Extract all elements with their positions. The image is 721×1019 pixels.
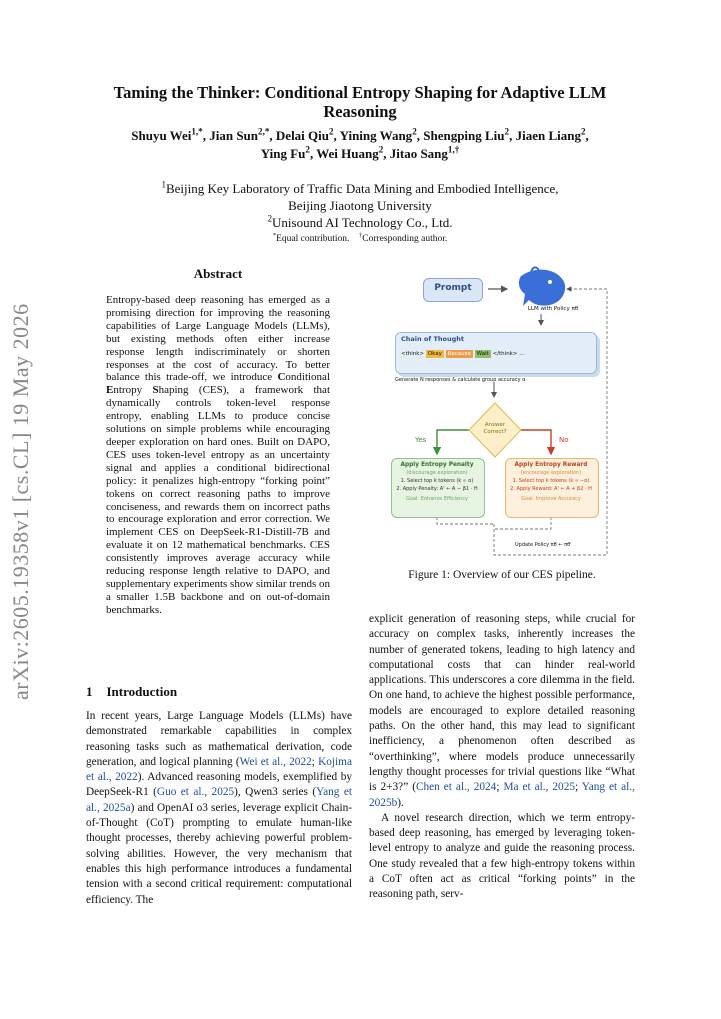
cot-tokens: <think> Okay Because Wait </think> ... bbox=[401, 351, 525, 357]
no-label: No bbox=[559, 436, 569, 444]
affiliations bbox=[90, 180, 630, 248]
update-label: Update Policy πθ ← πθ' bbox=[515, 542, 572, 548]
deepseek-whale-icon bbox=[519, 267, 565, 306]
citation-yang-a[interactable]: Yang et al., 2025a bbox=[86, 786, 352, 814]
citation-kojima[interactable]: Kojima et al., 2022 bbox=[86, 755, 352, 784]
prompt-label: Prompt bbox=[434, 283, 472, 293]
token-okay: Okay bbox=[427, 351, 442, 357]
affiliation-2: $^2$Unisound AI Technology Co., Ltd. bbox=[267, 213, 453, 230]
abstract-body: Entropy-based deep reasoning has emerged as a promising direction for improving the reasoning capabilities of Large Language Models (LLMs), but existing methods often either increase response length indiscriminately or shorten responses at the cost of accuracy. To better balance this trade-off, we introduce Conditional Entropy Shaping (CES), a framework that dynamically controls token-level response entropy, enabling LLMs to produce concise solutions on simple problems while encouraging deeper exploration on hard ones. Built on DAPO, CES uses token-level entropy as an uncertainty signal and applies a conditional bidirectional policy: it penalizes high-entropy “forking point” tokens on correct reasoning paths to improve conciseness, and rewards them on incorrect paths to encourage exploration and error correction. We implement CES on DeepSeek-R1-Distill-7B and evaluate it on 12 mathematical benchmarks. CES consistently improves average accuracy while reducing response length relative to DAPO, and supplementary experiments show similar trends on a smaller 1.5B backbone and on out-of-domain benchmarks. bbox=[106, 294, 330, 616]
citation-chen[interactable]: Chen et al., 2024 bbox=[415, 781, 497, 794]
authors-line-1: Shuyu Wei$^{1,*}$, Jian Sun$^{2,*}$, Delai Qiu$^2$, Yining Wang$^2$, Shengping Liu$^2$, Jiaen Liang$^2$, bbox=[131, 126, 589, 143]
affiliation-1-cont: Beijing Jiaotong University bbox=[288, 198, 432, 213]
author-notes: *Equal contribution. †Corresponding author. bbox=[272, 231, 448, 244]
authors-line-2: Ying Fu$^2$, Wei Huang$^2$, Jitao Sang$^{1,\dagger}$ bbox=[260, 144, 460, 161]
answer-label: Answer Correct? bbox=[483, 422, 507, 435]
llm-label: LLM with Policy πθ bbox=[527, 306, 579, 312]
figure-caption: Figure 1: Overview of our CES pipeline. bbox=[408, 569, 596, 581]
figure-1 bbox=[385, 262, 613, 562]
citation-guo[interactable]: Guo et al., 2025 bbox=[156, 786, 235, 799]
authors bbox=[90, 127, 630, 163]
penalty-text: Apply Entropy Penalty (discourage exploration) 1. Select top k tokens (k ∝ α) 2. Apply Penalty: A' ← A − β1 · H Goal: Enhance Efficiency bbox=[396, 462, 478, 502]
paper-title: Taming the Thinker: Conditional Entropy Shaping for Adaptive LLM Reasoning bbox=[113, 83, 607, 121]
citation-yang-b[interactable]: Yang et al., 2025b bbox=[369, 781, 635, 809]
token-wait: Wait bbox=[476, 351, 489, 357]
intro-heading: 1 Introduction bbox=[86, 684, 178, 699]
intro-paragraph-2: A novel research direction, which we term entropy-based deep reasoning, has emerged by leveraging token-level entropy to analyze and guide the reasoning process. One study revealed that a few high-entropy tokens within a CoT often act as critical “forking points” in the reasoning path, serv- bbox=[369, 811, 635, 901]
arxiv-identifier: arXiv:2605.19358v1 [cs.CL] 19 May 2026 bbox=[8, 303, 33, 700]
yes-label: Yes bbox=[415, 436, 427, 444]
intro-right-column: explicit generation of reasoning steps, while crucial for accuracy on complex tasks, inherently increases the number of generated tokens, leading to high latency and computational costs that can hinder real-world applications. This underscores a core dilemma in the field. On one hand, to achieve the highest possible performance, models are encouraged to explore detailed reasoning paths. On the other hand, this may lead to significant inefficiency, a phenomenon often described as “overthinking”, where models produce unnecessarily lengthy thought processes for trivial questions like “What is 2+3?” (Chen et al., 2024; Ma et al., 2025; Yang et al., 2025b). A novel research direction, which we term entropy-based deep reasoning, has emerged by leveraging token-level entropy to analyze and guide the reasoning process. One study revealed that a few high-entropy tokens within a CoT often act as critical “forking points” in the reasoning path, serv- bbox=[369, 612, 635, 903]
reward-text: Apply Entropy Reward (encourage exploration) 1. Select top k tokens (k ∝ −α) 2. Apply Reward: A' ← A + β2 · H Goal: Improve Accuracy bbox=[510, 462, 592, 502]
affiliation-1: $^1$Beijing Key Laboratory of Traffic Data Mining and Embodied Intelligence, bbox=[161, 179, 559, 196]
abstract-rest: work that dynamically controls token-level response entropy, enabling LLMs to produce concise solutions on simple problems while encouraging deeper exploration on hard ones. Built on DAPO, CES uses token-level entropy as an uncertainty signal and applies a conditional bidirectional policy: it penalizes high-entropy “forking point” tokens on correct reasoning paths to improve conciseness, and rewards them on incorrect paths to encourage exploration and error correction. We implement CES on DeepSeek-R1-Distill-7B and evaluate it on 12 mathematical benchmarks. CES consistently improves average accuracy while reducing response length relative to DAPO, and supplementary experiments show similar trends on a smaller 1.5B backbone and on out-of-domain benchmarks. bbox=[106, 384, 330, 616]
abstract-heading: Abstract bbox=[193, 266, 243, 281]
intro-left-column: In recent years, Large Language Models (LLMs) have demonstrated remarkable capabilities in complex reasoning tasks such as mathematical derivation, code generation, and logical planning (Wei et al., 2022; Kojima et al., 2022). Advanced reasoning models, exemplified by DeepSeek-R1 (Guo et al., 2025), Qwen3 series (Yang et al., 2025a) and OpenAI o3 series, leverage explicit Chain-of-Thought (CoT) prompting to emulate human-like thought processes, thereby achieving powerful problem-solving abilities. However, the very mechanism that enables this high performance introduces a fundamental tension with a second critical requirement: computational efficiency. The bbox=[86, 710, 352, 906]
cot-title: Chain of Thought bbox=[401, 335, 465, 343]
generate-label: Generate N responses & calculate group accuracy α bbox=[395, 377, 526, 383]
token-because: Because bbox=[447, 351, 471, 357]
citation-wei[interactable]: Wei et al., 2022 bbox=[239, 755, 312, 768]
citation-ma[interactable]: Ma et al., 2025 bbox=[503, 781, 575, 794]
